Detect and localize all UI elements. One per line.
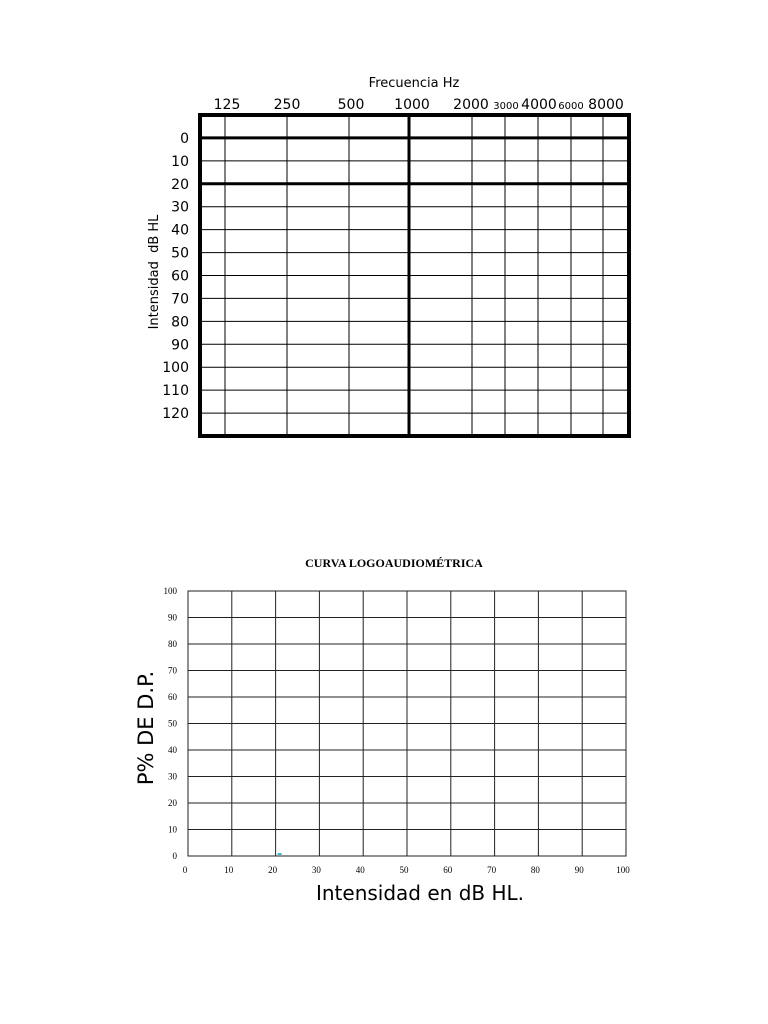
logo-y-tick-label: 0 xyxy=(172,851,177,861)
audiogram-y-tick-label: 10 xyxy=(171,153,189,170)
logo-x-tick-label: 70 xyxy=(487,865,497,875)
audiogram-y-tick-label: 80 xyxy=(171,314,189,331)
logo-y-tick-label: 20 xyxy=(168,798,177,808)
audiogram-y-tick-label: 70 xyxy=(171,291,189,308)
audiogram-x-tick-label: 3000 xyxy=(493,101,519,112)
audiogram-y-tick-label: 20 xyxy=(171,176,189,193)
logo-x-tick-label: 10 xyxy=(224,865,234,875)
audiogram-y-tick-label: 30 xyxy=(171,199,189,216)
logo-y-tick-label: 50 xyxy=(168,718,177,729)
logo-y-tick-label: 90 xyxy=(168,612,177,623)
logo-y-tick-label: 100 xyxy=(163,586,177,596)
audiogram-y-tick-label: 60 xyxy=(171,268,189,285)
logo-x-tick-label: 80 xyxy=(530,865,540,875)
logo-y-tick-label: 70 xyxy=(168,665,177,676)
logo-y-axis-label: P% DE D.P. xyxy=(134,670,158,786)
logo-chart-title: CURVA LOGOAUDIOMÉTRICA xyxy=(305,556,483,570)
logo-y-tick-label: 10 xyxy=(168,824,177,835)
audiogram-y-tick-label: 100 xyxy=(162,360,189,377)
audiogram-x-tick-label: 1000 xyxy=(394,97,430,113)
logo-y-tick-label: 30 xyxy=(168,771,177,782)
audiogram-y-tick-label: 0 xyxy=(180,130,189,147)
audiogram-y-tick-label: 120 xyxy=(162,406,189,423)
audiogram-y-tick-label: 110 xyxy=(162,383,189,400)
logo-x-tick-label: 100 xyxy=(616,865,630,875)
logo-x-tick-label: 90 xyxy=(574,865,584,875)
audiogram-x-axis-label: Frecuencia Hz xyxy=(368,76,460,91)
audiogram-x-tick-label: 125 xyxy=(213,97,241,113)
audiogram-x-tick-label: 2000 xyxy=(453,97,489,113)
logo-y-tick-label: 60 xyxy=(168,692,177,702)
audiogram-y-tick-label: 50 xyxy=(171,245,189,262)
logo-x-tick-label: 50 xyxy=(399,865,409,875)
logo-x-tick-label: 20 xyxy=(268,865,278,875)
audiogram-x-tick-label: 6000 xyxy=(558,101,584,112)
audiogram-x-tick-label: 250 xyxy=(273,97,301,113)
logo-x-tick-label: 30 xyxy=(311,865,321,875)
logo-x-axis-label: Intensidad en dB HL. xyxy=(315,881,525,905)
audiogram-y-tick-label: 90 xyxy=(171,337,189,354)
audiogram-x-tick-label: 8000 xyxy=(588,97,624,113)
logo-x-tick-label: 40 xyxy=(355,865,365,875)
audiogram-y-axis-label: Intensidad dB HL xyxy=(147,214,162,330)
logo-y-tick-label: 80 xyxy=(168,639,177,649)
logo-y-tick-label: 40 xyxy=(168,745,177,755)
logo-x-tick-label: 60 xyxy=(443,865,453,875)
audiogram-y-tick-label: 40 xyxy=(171,222,189,239)
logo-x-tick-label: 0 xyxy=(182,865,188,875)
audiogram-x-tick-label: 500 xyxy=(337,97,365,113)
audiogram-x-tick-label: 4000 xyxy=(521,97,557,113)
